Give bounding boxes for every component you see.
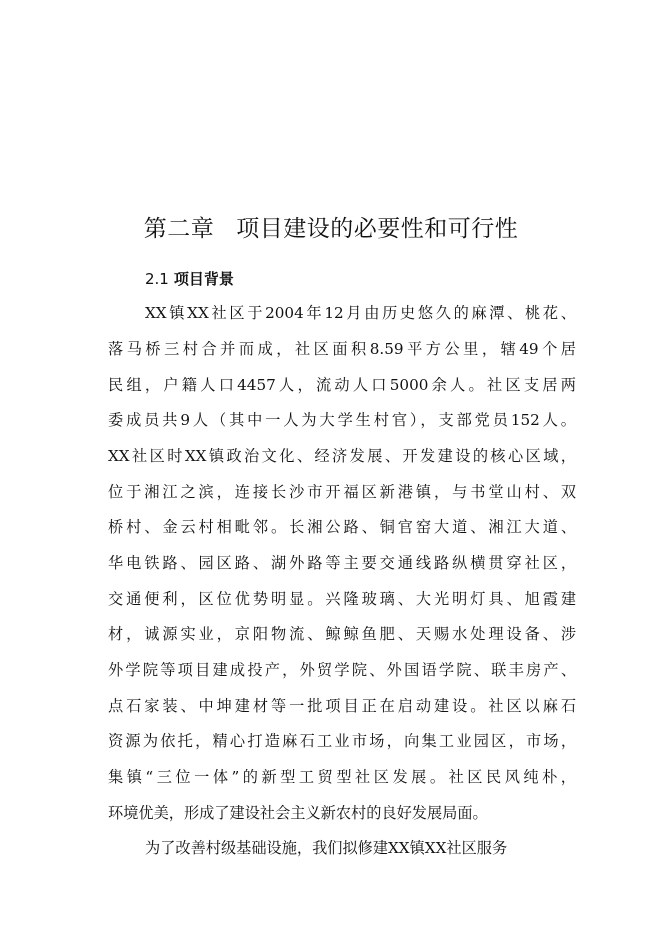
- paragraph-1-line: 集镇“三位一体”的新型工贸型社区发展。社区民风纯朴，: [108, 768, 576, 786]
- paragraph-1-line: 交通便利，区位优势明显。兴隆玻璃、大光明灯具、旭霞建: [108, 590, 576, 608]
- paragraph-1-line: 位于湘江之滨，连接长沙市开福区新港镇，与书堂山村、双: [108, 483, 576, 501]
- section-number: 2.1: [145, 270, 169, 288]
- paragraph-1-line: 材，诚源实业，京阳物流、鲸鲸鱼肥、天赐水处理设备、涉: [108, 625, 576, 643]
- chapter-title: [0, 212, 662, 246]
- section-title: 项目背景: [173, 270, 234, 288]
- paragraph-1-line: 资源为依托，精心打造麻石工业市场，向集工业园区，市场，: [108, 732, 576, 750]
- paragraph-1-line: 环境优美，形成了建设社会主义新农村的良好发展局面。: [108, 804, 488, 822]
- paragraph-1-line: 点石家装、中坤建材等一批项目正在启动建设。社区以麻石: [108, 697, 576, 715]
- chapter-label: 第二章: [143, 216, 215, 242]
- paragraph-1-line: 桥村、金云村相毗邻。长湘公路、铜官窑大道、湘江大道、: [108, 518, 576, 536]
- paragraph-1-line: 外学院等项目建成投产，外贸学院、外国语学院、联丰房产、: [108, 661, 576, 679]
- paragraph-1-line: 民组，户籍人口4457人，流动人口5000余人。社区支居两: [108, 376, 576, 394]
- paragraph-1-line: 落马桥三村合并而成，社区面积8.59平方公里，辖49个居: [108, 340, 576, 358]
- paragraph-1-line: XX社区时XX镇政治文化、经济发展、开发建设的核心区域，: [108, 447, 576, 465]
- paragraph-2-line: 为了改善村级基础设施，我们拟修建XX镇XX社区服务: [145, 839, 508, 857]
- paragraph-1-line: XX镇XX社区于2004年12月由历史悠久的麻潭、桃花、: [145, 304, 576, 322]
- chapter-title-text: 项目建设的必要性和可行性: [236, 216, 519, 242]
- section-heading: [145, 266, 234, 292]
- paragraph-1-line: 委成员共9人（其中一人为大学生村官），支部党员152人。: [108, 411, 576, 429]
- paragraph-1-line: 华电铁路、园区路、湖外路等主要交通线路纵横贯穿社区，: [108, 554, 576, 572]
